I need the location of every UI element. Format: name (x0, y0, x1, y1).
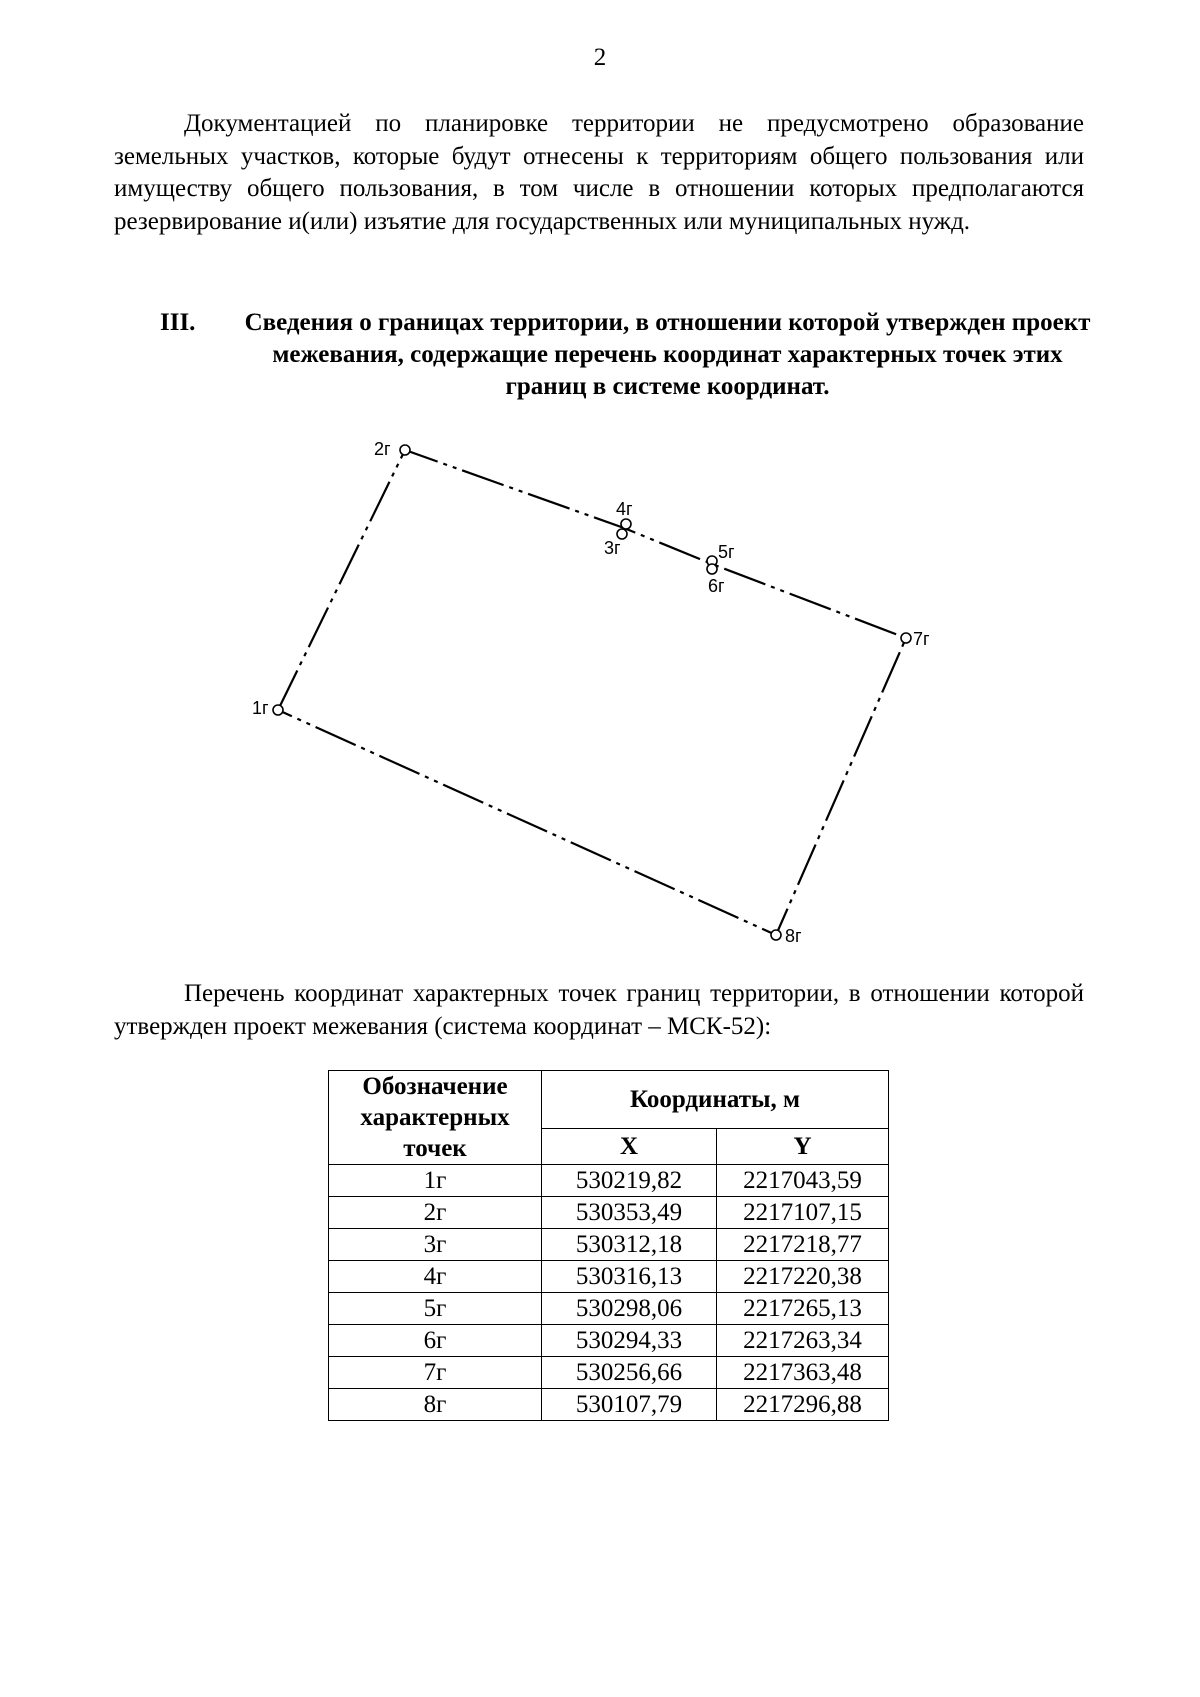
coordinates-caption: Перечень координат характерных точек границ территории, в отношении которой утвержден проект межевания (система координат – МСК-52): (114, 980, 1084, 1040)
point-cell: 7г (329, 1357, 542, 1389)
point-cell: 5г (329, 1293, 542, 1325)
boundary-point-7 (901, 633, 911, 643)
header-y: Y (717, 1129, 889, 1165)
boundary-point-8 (771, 930, 781, 940)
table-row (329, 1389, 889, 1421)
y-cell: 2217107,15 (717, 1197, 889, 1229)
header-point: Обозначение характерных точек (329, 1071, 542, 1165)
x-cell: 530298,06 (542, 1293, 717, 1325)
header-coordinates: Координаты, м (542, 1071, 889, 1129)
y-cell: 2217363,48 (717, 1357, 889, 1389)
y-cell: 2217265,13 (717, 1293, 889, 1325)
point-label-1: 1г (252, 698, 269, 718)
table-row (329, 1165, 889, 1197)
table-row (329, 1325, 889, 1357)
y-cell: 2217263,34 (717, 1325, 889, 1357)
point-label-5: 5г (718, 542, 735, 562)
point-label-2: 2г (374, 439, 391, 459)
table-row (329, 1229, 889, 1261)
point-label-8: 8г (785, 926, 802, 946)
y-cell: 2217220,38 (717, 1261, 889, 1293)
point-cell: 6г (329, 1325, 542, 1357)
x-cell: 530219,82 (542, 1165, 717, 1197)
point-cell: 1г (329, 1165, 542, 1197)
boundary-point-6 (707, 564, 717, 574)
x-cell: 530294,33 (542, 1325, 717, 1357)
boundary-point-4 (621, 519, 631, 529)
y-cell: 2217296,88 (717, 1389, 889, 1421)
boundary-line (278, 450, 906, 935)
x-cell: 530353,49 (542, 1197, 717, 1229)
point-label-4: 4г (616, 499, 633, 519)
table-row (329, 1293, 889, 1325)
x-cell: 530256,66 (542, 1357, 717, 1389)
point-cell: 3г (329, 1229, 542, 1261)
intro-paragraph: Документацией по планировке территории не предусмотрено образование земельных участков, которые будут отнесены к территориям общего пользования или имуществу общего пользования, в том числе в отношении которых предполагаются резервирование и(или) изъятие для государственных или муниципальных нужд. (114, 110, 1084, 235)
coordinates-table (328, 1070, 889, 1421)
table-row (329, 1197, 889, 1229)
y-cell: 2217043,59 (717, 1165, 889, 1197)
x-cell: 530316,13 (542, 1261, 717, 1293)
boundary-point-2 (400, 445, 410, 455)
point-cell: 2г (329, 1197, 542, 1229)
x-cell: 530312,18 (542, 1229, 717, 1261)
table-row (329, 1357, 889, 1389)
y-cell: 2217218,77 (717, 1229, 889, 1261)
boundary-point-1 (273, 705, 283, 715)
header-x: X (542, 1129, 717, 1165)
page-number: 2 (593, 44, 607, 71)
point-cell: 4г (329, 1261, 542, 1293)
section-number: III. (160, 309, 196, 336)
point-label-7: 7г (913, 629, 930, 649)
table-row (329, 1261, 889, 1293)
point-label-3: 3г (604, 538, 621, 558)
section-title: Сведения о границах территории, в отношении которой утвержден проект межевания, содержащие перечень координат характерных точек этих границ в системе координат. (244, 309, 1091, 400)
point-cell: 8г (329, 1389, 542, 1421)
x-cell: 530107,79 (542, 1389, 717, 1421)
point-label-6: 6г (708, 576, 725, 596)
